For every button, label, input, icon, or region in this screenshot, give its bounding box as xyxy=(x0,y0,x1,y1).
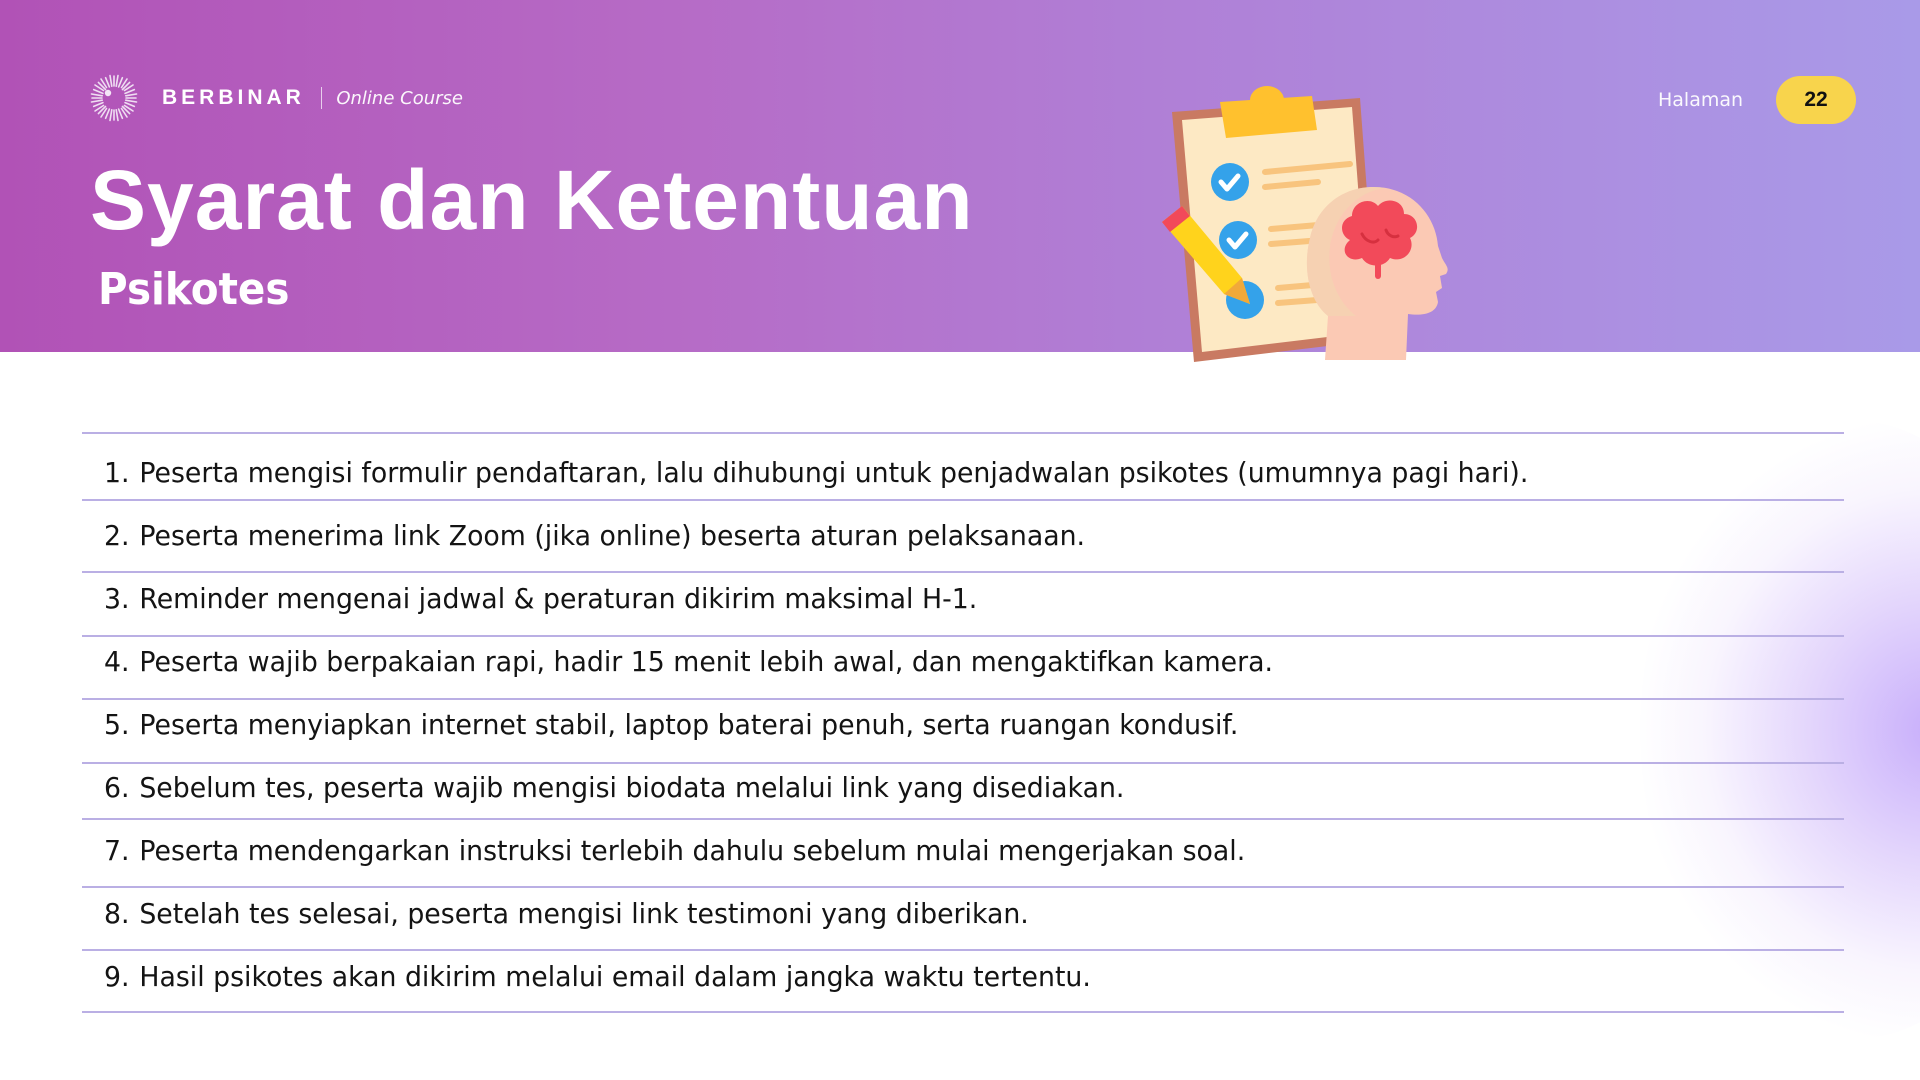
divider xyxy=(82,1011,1844,1013)
divider xyxy=(82,571,1844,573)
list-item xyxy=(104,578,977,618)
item-number: 8. xyxy=(104,896,130,930)
divider xyxy=(82,432,1844,434)
list-item xyxy=(104,956,1091,996)
item-text: Peserta menerima link Zoom (jika online) beserta aturan pelaksanaan. xyxy=(139,518,1086,552)
item-text: Peserta wajib berpakaian rapi, hadir 15 menit lebih awal, dan mengaktifkan kamera. xyxy=(139,644,1273,678)
page-label: Halaman xyxy=(1658,89,1744,111)
item-number: 3. xyxy=(104,581,130,615)
item-number: 6. xyxy=(104,770,130,804)
divider xyxy=(82,762,1844,764)
page-number: 22 xyxy=(1804,88,1828,111)
item-number: 2. xyxy=(104,518,130,552)
list-item xyxy=(104,704,1238,744)
page-title: Syarat dan Ketentuan xyxy=(90,153,974,247)
item-text: Hasil psikotes akan dikirim melalui email dalam jangka waktu tertentu. xyxy=(139,959,1091,993)
brand-name: BERBINAR xyxy=(162,86,305,109)
item-text: Sebelum tes, peserta wajib mengisi biodata melalui link yang disediakan. xyxy=(139,770,1125,804)
divider xyxy=(82,499,1844,501)
item-number: 7. xyxy=(104,833,130,867)
list-item xyxy=(104,452,1528,492)
item-number: 5. xyxy=(104,707,130,741)
list-item xyxy=(104,830,1245,870)
divider xyxy=(82,818,1844,820)
item-text: Reminder mengenai jadwal & peraturan dikirim maksimal H-1. xyxy=(139,581,978,615)
list-item xyxy=(104,893,1029,933)
item-text: Setelah tes selesai, peserta mengisi link testimoni yang diberikan. xyxy=(139,896,1029,930)
list-item xyxy=(104,515,1085,555)
item-number: 9. xyxy=(104,959,130,993)
divider xyxy=(82,886,1844,888)
page-subtitle: Psikotes xyxy=(98,264,290,315)
item-text: Peserta mengisi formulir pendaftaran, lalu dihubungi untuk penjadwalan psikotes (umumnya pagi hari). xyxy=(139,455,1529,489)
item-text: Peserta menyiapkan internet stabil, laptop baterai penuh, serta ruangan kondusif. xyxy=(139,707,1239,741)
list-item xyxy=(104,641,1273,681)
divider xyxy=(82,635,1844,637)
divider xyxy=(82,949,1844,951)
item-number: 1. xyxy=(104,455,130,489)
divider xyxy=(82,698,1844,700)
item-number: 4. xyxy=(104,644,130,678)
item-text: Peserta mendengarkan instruksi terlebih dahulu sebelum mulai mengerjakan soal. xyxy=(139,833,1246,867)
brand-subtitle: Online Course xyxy=(336,87,463,109)
list-item xyxy=(104,767,1124,807)
